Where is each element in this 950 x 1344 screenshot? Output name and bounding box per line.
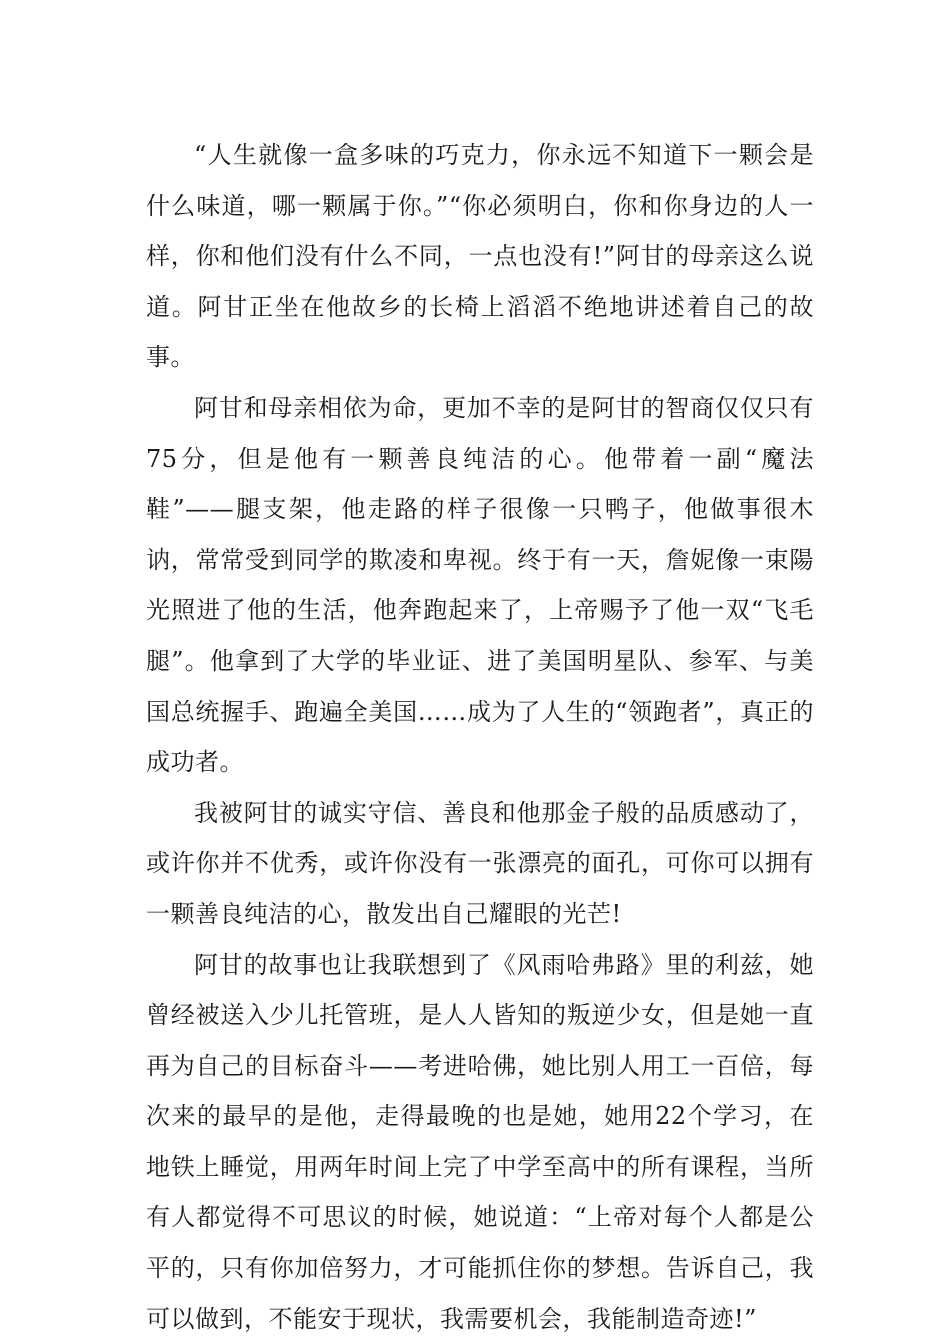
paragraph-2: 阿甘和母亲相依为命，更加不幸的是阿甘的智商仅仅只有75分，但是他有一颗善良纯洁的心。他带着一副“魔法鞋”——腿支架，他走路的样子很像一只鸭子，他做事很木讷，常常受到同学的欺凌和卑视。终于有一天，詹妮像一束陽光照进了他的生活，他奔跑起来了，上帝赐予了他一双“飞毛腿”。他拿到了大学的毕业证、进了美国明星队、参军、与美国总统握手、跑遍全美国……成为了人生的“领跑者”，真正的成功者。 — [146, 393, 814, 777]
paragraph-3: 我被阿甘的诚实守信、善良和他那金子般的品质感动了，或许你并不优秀，或许你没有一张漂亮的面孔，可你可以拥有一颗善良纯洁的心，散发出自己耀眼的光芒! — [146, 798, 814, 928]
document-body — [146, 130, 814, 1344]
paragraph-1: “人生就像一盒多味的巧克力，你永远不知道下一颗会是什么味道，哪一颗属于你。”“你必须明白，你和你身边的人一样，你和他们没有什么不同，一点也没有!”阿甘的母亲这么说道。阿甘正坐在他故乡的长椅上滔滔不绝地讲述着自己的故事。 — [146, 141, 814, 372]
paragraph-4: 阿甘的故事也让我联想到了《风雨哈弗路》里的利兹，她曾经被送入少儿托管班，是人人皆知的叛逆少女，但是她一直再为自己的目标奋斗——考进哈佛，她比别人用工一百倍，每次来的最早的是他，走得最晚的也是她，她用22个学习，在地铁上睡觉，用两年时间上完了中学至高中的所有课程，当所有人都觉得不可思议的时候，她说道：“上帝对每个人都是公平的，只有你加倍努力，才可能抓住你的梦想。告诉自己，我可以做到，不能安于现状，我需要机会，我能制造奇迹!” — [146, 950, 814, 1333]
